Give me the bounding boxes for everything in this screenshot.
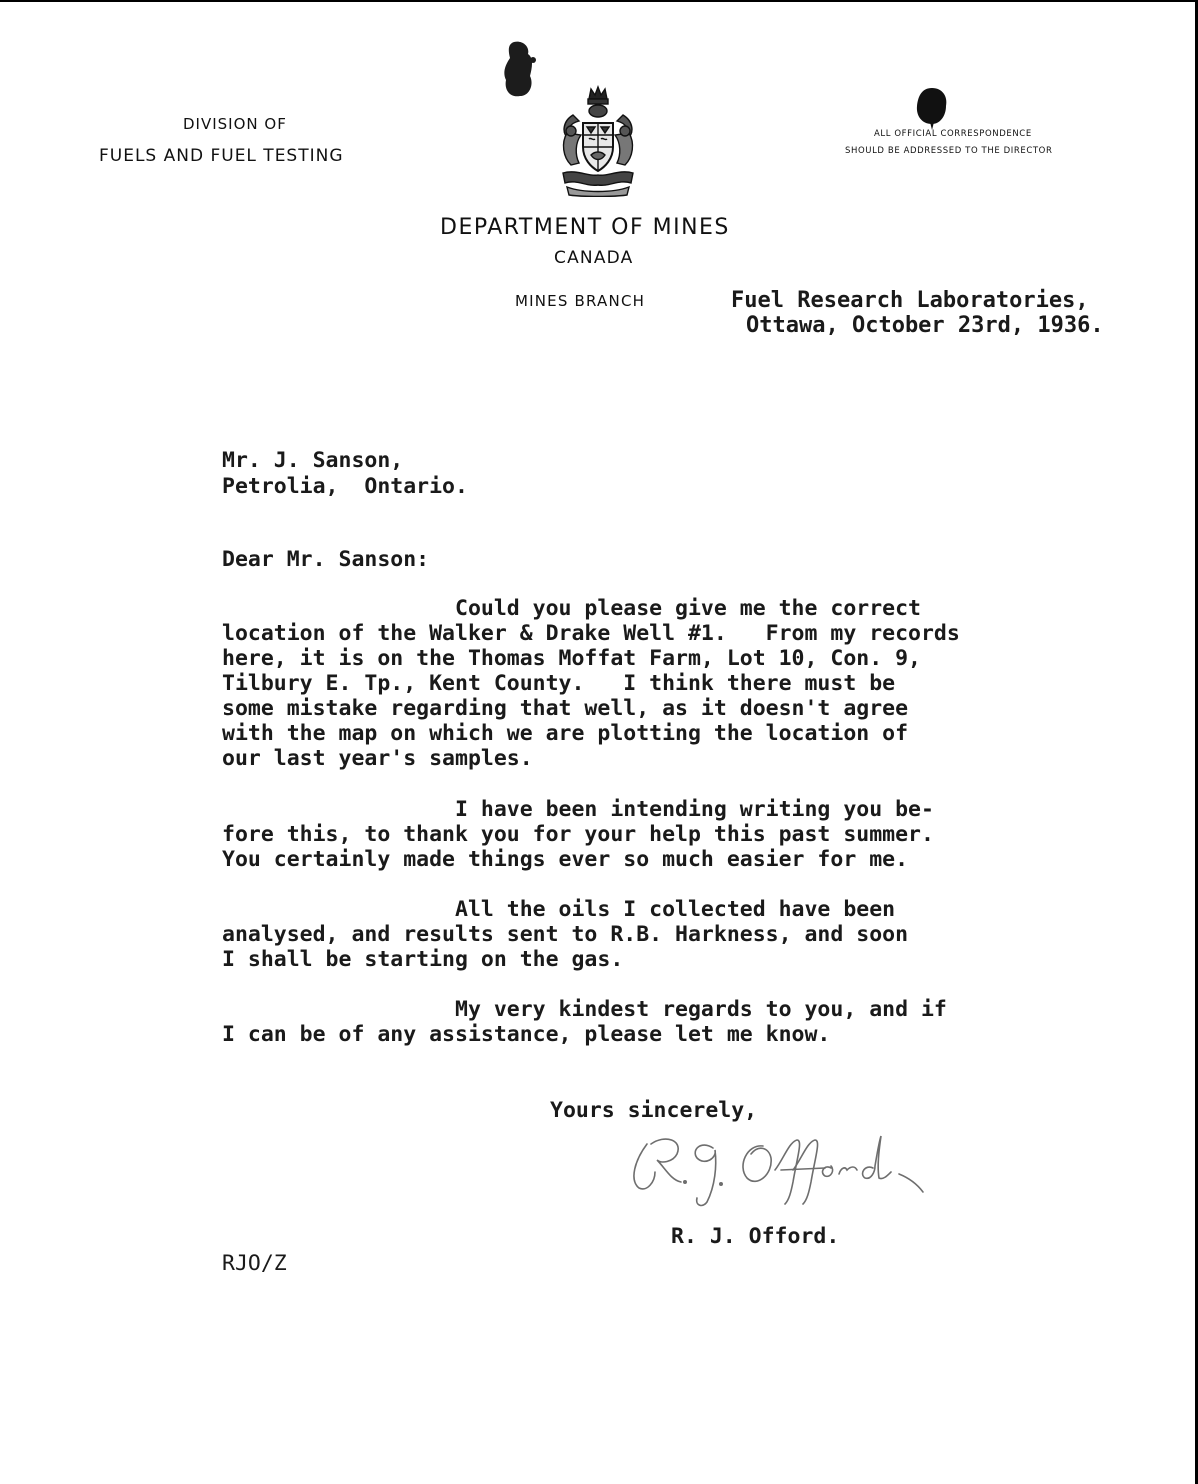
body-paragraph-2 <box>222 797 934 872</box>
branch-name: MINES BRANCH <box>515 292 646 310</box>
division-name: FUELS AND FUEL TESTING <box>99 146 344 166</box>
division-label: DIVISION OF <box>183 115 287 133</box>
correspondence-notice-line-2: SHOULD BE ADDRESSED TO THE DIRECTOR <box>845 146 1053 156</box>
body-line: location of the Walker & Drake Well #1. From my records <box>222 621 960 646</box>
body-line: I can be of any assistance, please let me know. <box>222 1022 831 1047</box>
body-paragraph-1 <box>222 596 960 771</box>
body-line: I have been intending writing you be- <box>222 797 934 822</box>
salutation: Dear Mr. Sanson: <box>222 547 430 572</box>
body-line: Tilbury E. Tp., Kent County. I think there must be <box>222 671 896 696</box>
typed-signature: R. J. Offord. <box>671 1224 840 1249</box>
body-line: Could you please give me the correct <box>222 596 921 621</box>
body-line: here, it is on the Thomas Moffat Farm, Lot 10, Con. 9, <box>222 646 921 671</box>
letter-date: Ottawa, October 23rd, 1936. <box>746 313 1104 338</box>
reference-initials: RJO/Z <box>222 1251 287 1276</box>
department-name: DEPARTMENT OF MINES <box>440 215 730 240</box>
page-border-top <box>0 0 1198 2</box>
body-line: some mistake regarding that well, as it doesn't agree <box>222 696 909 721</box>
correspondence-notice-line-1: ALL OFFICIAL CORRESPONDENCE <box>874 129 1032 139</box>
body-line: I shall be starting on the gas. <box>222 947 624 972</box>
ink-blot-top-center <box>500 40 540 100</box>
body-line: with the map on which we are plotting the location of <box>222 721 909 746</box>
country-name: CANADA <box>554 248 634 268</box>
body-line: our last year's samples. <box>222 746 533 771</box>
body-paragraph-4 <box>222 997 947 1047</box>
recipient-place: Petrolia, Ontario. <box>222 474 468 499</box>
ink-blot-top-right <box>912 86 952 130</box>
body-line: My very kindest regards to you, and if <box>222 997 947 1022</box>
body-line: You certainly made things ever so much easier for me. <box>222 847 909 872</box>
body-line: All the oils I collected have been <box>222 897 896 922</box>
body-line: analysed, and results sent to R.B. Harkness, and soon <box>222 922 909 947</box>
body-line: fore this, to thank you for your help this past summer. <box>222 822 934 847</box>
coat-of-arms-emblem <box>553 85 643 197</box>
handwritten-signature <box>625 1130 935 1210</box>
closing: Yours sincerely, <box>550 1098 758 1123</box>
sender-organization: Fuel Research Laboratories, <box>731 288 1089 313</box>
body-paragraph-3 <box>222 897 908 972</box>
recipient-name: Mr. J. Sanson, <box>222 448 404 473</box>
